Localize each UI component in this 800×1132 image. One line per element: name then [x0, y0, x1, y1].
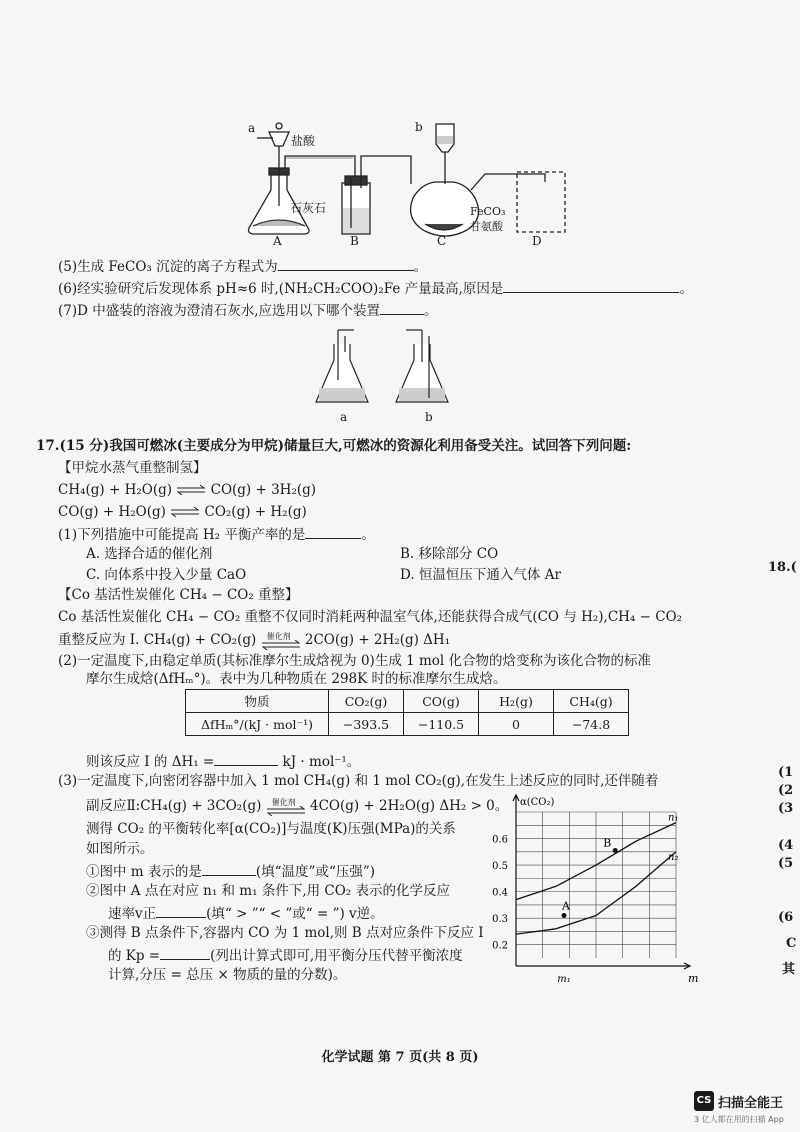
table-cell: −110.5 — [404, 713, 479, 736]
answer-blank-q3-2[interactable] — [156, 903, 206, 918]
edge-fragment: (1 — [778, 765, 794, 780]
q2-answer-left: 则该反应 Ⅰ 的 ΔH₁ = — [86, 754, 215, 770]
label-b: b — [415, 120, 423, 134]
answer-blank-q1[interactable] — [305, 524, 361, 539]
option-B: B. 移除部分 CO — [400, 546, 499, 562]
conversion-chart — [476, 790, 698, 998]
page-footer: 化学试题 第 7 页(共 8 页) — [321, 1050, 479, 1065]
q2-line2: 摩尔生成焓(ΔfHₘ°)。表中为几种物质在 298K 时的标准摩尔生成焓。 — [86, 671, 507, 687]
q3-2b-line — [108, 903, 384, 923]
x-marker-label: m₁ — [557, 974, 571, 985]
q3-1-hint: (填“温度”或“压强”) — [255, 864, 376, 880]
eq2-right: CO₂(g) + H₂(g) — [204, 504, 307, 520]
point-label: B — [603, 836, 612, 850]
q3-3b-left: 的 Kp = — [108, 948, 161, 964]
table-cell: −74.8 — [554, 713, 629, 736]
catalyst-label: 催化剂 — [266, 631, 291, 641]
q3-2b-right: (填“ > ”“ < ”或“ = ”) v逆。 — [206, 906, 384, 922]
equation-1 — [58, 481, 316, 500]
table-header: CO(g) — [404, 690, 479, 713]
table-header: 物质 — [186, 690, 329, 713]
small-flask-a-label: a — [340, 410, 348, 424]
y-tick-label: 0.2 — [492, 940, 508, 952]
table-cell: −393.5 — [329, 713, 404, 736]
edge-fragment: 其 — [782, 962, 796, 977]
x-axis-label: m — [688, 972, 698, 985]
equation-2 — [58, 503, 307, 522]
q1-line — [58, 524, 375, 544]
equilibrium-arrow — [176, 482, 206, 500]
q2-line1: (2)一定温度下,由稳定单质(其标准摩尔生成焓视为 0)生成 1 mol 化合物的焓变称为该化合物的标准 — [58, 653, 652, 669]
q3-1-line — [86, 861, 375, 881]
table-cell: 0 — [479, 713, 554, 736]
camscanner-name: 扫描全能王 — [718, 1096, 784, 1111]
edge-fragment: C — [786, 936, 797, 951]
label-box-D: D — [532, 234, 542, 248]
q3-line1: (3)一定温度下,向密闭容器中加入 1 mol CH₄(g) 和 1 mol CO₂(g),在发生上述反应的同时,还伴随着 — [58, 773, 659, 789]
option-A: A. 选择合适的催化剂 — [86, 546, 213, 562]
answer-blank-6[interactable] — [503, 278, 679, 293]
q3-2b-left: 速率v正 — [108, 906, 157, 922]
q3-3b-line — [108, 945, 463, 965]
y-tick-label: 0.4 — [492, 887, 508, 899]
edge-q18: 18.( — [768, 560, 797, 575]
label-flask-A: A — [273, 234, 282, 248]
label-a: a — [248, 121, 256, 135]
reaction1-right: 2CO(g) + 2H₂(g) ΔH₁ — [304, 632, 451, 648]
q5-text: (5)生成 FeCO₃ 沉淀的离子方程式为 — [58, 259, 278, 275]
data-point — [613, 848, 618, 853]
eq2-left: CO(g) + H₂O(g) — [58, 504, 166, 520]
section2-title: 【Co 基活性炭催化 CH₄ − CO₂ 重整】 — [58, 587, 299, 603]
q3-2a-line: ②图中 A 点在对应 n₁ 和 m₁ 条件下,用 CO₂ 表示的化学反应 — [86, 883, 450, 899]
period: 。 — [361, 527, 375, 543]
y-axis-label: α(CO₂) — [520, 797, 555, 808]
small-flask-b-label: b — [425, 410, 433, 424]
q6-line — [58, 278, 693, 298]
edge-fragment: (3 — [778, 801, 794, 816]
label-hcl: 盐酸 — [291, 134, 316, 148]
option-C: C. 向体系中投入少量 CaO — [86, 567, 247, 583]
q2-answer-right: kJ · mol⁻¹。 — [282, 754, 361, 770]
equilibrium-arrow — [170, 504, 200, 522]
reaction2-left: 副反应Ⅱ:CH₄(g) + 3CO₂(g) — [86, 798, 262, 814]
q2-answer-line — [86, 751, 360, 771]
camscanner-logo: CS — [694, 1091, 714, 1111]
answer-blank-q2[interactable] — [214, 751, 278, 766]
section2-line2 — [58, 631, 450, 650]
label-flask-C: C — [437, 234, 447, 248]
label-flask-B: B — [350, 234, 359, 248]
q1-text: (1)下列措施中可能提高 H₂ 平衡产率的是 — [58, 527, 306, 543]
data-point — [562, 913, 567, 918]
y-tick-label: 0.3 — [492, 914, 508, 926]
period: 。 — [424, 303, 438, 319]
q3-1-text: ①图中 m 表示的是 — [86, 864, 202, 880]
table-header: CH₄(g) — [554, 690, 629, 713]
apparatus-diagram — [235, 118, 580, 253]
q5-line — [58, 256, 427, 276]
catalyst-arrow — [261, 632, 301, 650]
reaction1-left: 重整反应为 Ⅰ. CH₄(g) + CO₂(g) — [58, 632, 257, 648]
series-label: n₁ — [668, 812, 679, 824]
edge-fragment: (4 — [778, 838, 794, 853]
q17-heading: 17.(15 分)我国可燃冰(主要成分为甲烷)储量巨大,可燃冰的资源化利用备受关注。试回答下列问题: — [36, 438, 632, 454]
answer-blank-q3-3[interactable] — [160, 945, 210, 960]
label-limestone: 石灰石 — [290, 201, 327, 215]
eq1-right: CO(g) + 3H₂(g) — [210, 482, 317, 498]
enthalpy-table — [185, 689, 629, 736]
q3-line2 — [86, 797, 508, 816]
answer-blank-7[interactable] — [380, 300, 424, 315]
edge-fragment: (5 — [778, 856, 794, 871]
period: 。 — [413, 259, 428, 275]
series-label: n₂ — [668, 851, 679, 863]
table-row-label: ΔfHₘ°/(kJ · mol⁻¹) — [186, 713, 329, 736]
q7-line — [58, 300, 438, 320]
table-header: H₂(g) — [479, 690, 554, 713]
section2-line1: Co 基活性炭催化 CH₄ − CO₂ 重整不仅同时消耗两种温室气体,还能获得合成气(CO 与 H₂),CH₄ − CO₂ — [58, 609, 683, 625]
y-tick-label: 0.5 — [492, 861, 508, 873]
label-glycine: 甘氨酸 — [470, 220, 503, 233]
edge-fragment: (6 — [778, 910, 794, 925]
point-label: A — [562, 899, 570, 913]
q3-line4: 如图所示。 — [86, 841, 154, 857]
table-header: CO₂(g) — [329, 690, 404, 713]
q3-3b-right: (列出计算式即可,用平衡分压代替平衡浓度 — [210, 948, 463, 964]
edge-fragment: (2 — [778, 783, 794, 798]
q7-text: (7)D 中盛装的溶液为澄清石灰水,应选用以下哪个装置 — [58, 303, 381, 319]
reaction2-right: 4CO(g) + 2H₂O(g) ΔH₂ > 0。 — [309, 798, 509, 814]
q6-text: (6)经实验研究后发现体系 pH≈6 时,(NH₂CH₂COO)₂Fe 产量最高,原因是 — [58, 281, 504, 297]
answer-blank-q3-1[interactable] — [202, 861, 256, 876]
eq1-left: CH₄(g) + H₂O(g) — [58, 482, 173, 498]
answer-blank-5[interactable] — [278, 256, 414, 271]
table-header-row — [186, 690, 629, 713]
label-feco3: FeCO₃ — [470, 205, 506, 218]
catalyst-arrow — [266, 798, 306, 816]
table-row — [186, 713, 629, 736]
option-D: D. 恒温恒压下通入气体 Ar — [400, 567, 561, 583]
y-tick-label: 0.6 — [492, 834, 508, 846]
catalyst-label: 催化剂 — [271, 797, 296, 807]
section1-title: 【甲烷水蒸气重整制氢】 — [58, 460, 207, 476]
q3-line3: 测得 CO₂ 的平衡转化率[α(CO₂)]与温度(K)压强(MPa)的关系 — [86, 821, 456, 837]
camscanner-tagline: 3 亿人都在用的扫描 App — [694, 1115, 784, 1124]
q3-3a-line: ③测得 B 点条件下,容器内 CO 为 1 mol,则 B 点对应条件下反应 Ⅰ — [86, 925, 484, 941]
small-flasks-diagram — [310, 322, 460, 417]
q3-3c-line: 计算,分压 = 总压 × 物质的量的分数)。 — [108, 967, 347, 983]
period: 。 — [679, 281, 693, 297]
